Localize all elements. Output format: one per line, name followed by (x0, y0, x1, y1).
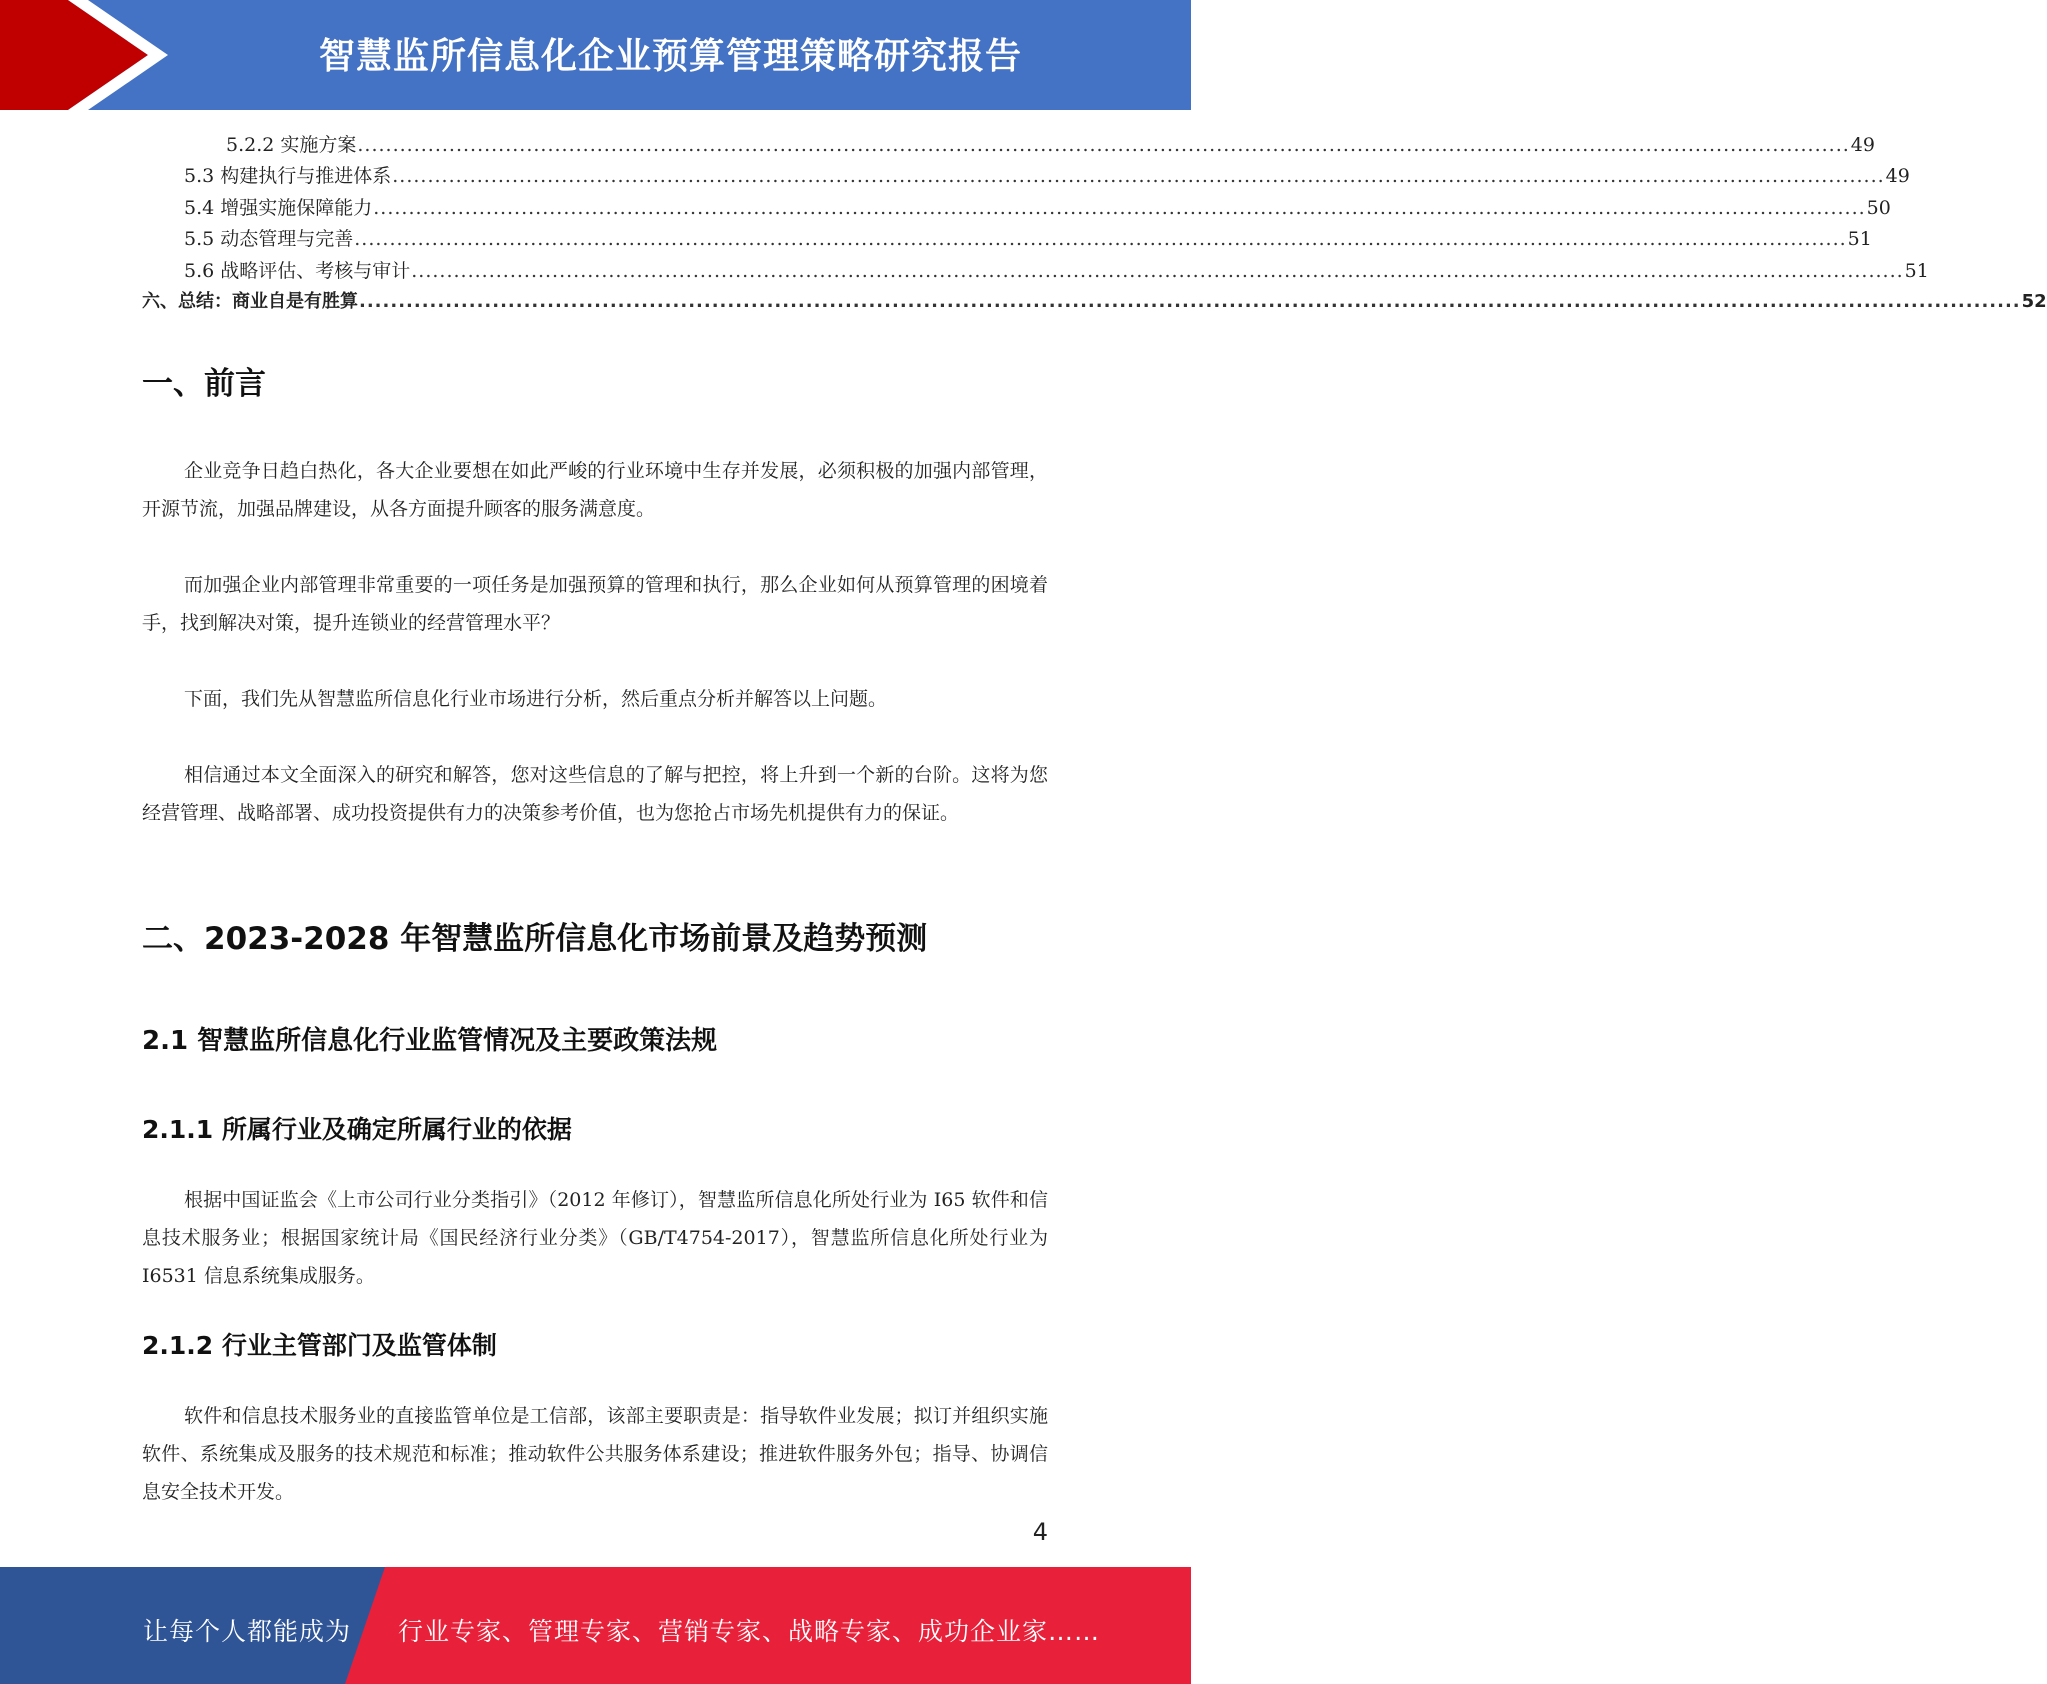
toc-entry-page: 52 (2021, 290, 2047, 312)
section-heading-market: 二、2023-2028 年智慧监所信息化市场前景及趋势预测 (142, 921, 928, 957)
toc-entry-label: 5.2.2 实施方案 (226, 134, 357, 156)
toc-leader-dots: .................................................................................................................................................................................................................... (373, 196, 1866, 219)
toc-entry-page: 50 (1866, 196, 1891, 219)
toc-leader-dots: .................................................................................................................................................................................................................... (359, 290, 2021, 312)
toc-entry-page: 49 (1850, 134, 1875, 156)
toc-entry[interactable] (142, 224, 1872, 255)
toc-leader-dots: .................................................................................................................................................................................................................... (357, 134, 1850, 156)
paragraph: 企业竞争日趋白热化，各大企业要想在如此严峻的行业环境中生存并发展，必须积极的加强内部管理，开源节流，加强品牌建设，从各方面提升顾客的服务满意度。 (142, 460, 1048, 520)
table-of-contents (142, 130, 2047, 318)
toc-entry-label: 六、总结：商业自是有胜算 (142, 290, 358, 312)
toc-leader-dots: .................................................................................................................................................................................................................... (354, 228, 1847, 251)
toc-entry-label: 5.3 构建执行与推进体系 (184, 165, 392, 188)
paragraph: 根据中国证监会《上市公司行业分类指引》（2012 年修订），智慧监所信息化所处行业为 I65 软件和信息技术服务业；根据国家统计局《国民经济行业分类》（GB/T4754-2017），智慧监所信息化所处行业为 I6531 信息系统集成服务。 (142, 1189, 1048, 1287)
header-banner (0, 0, 1191, 110)
subsubsection-heading: 2.1.1 所属行业及确定所属行业的依据 (142, 1115, 572, 1144)
footer-banner (0, 1567, 1191, 1684)
footer-slogan-left: 让每个人都能成为 (143, 1617, 352, 1646)
toc-entry[interactable] (142, 193, 1891, 224)
section-heading-preface: 一、前言 (142, 366, 266, 402)
toc-entry-label: 5.6 战略评估、考核与审计 (184, 259, 411, 282)
toc-entry-page: 51 (1904, 259, 1929, 282)
toc-entry-label: 5.4 增强实施保障能力 (184, 196, 373, 219)
toc-leader-dots: .................................................................................................................................................................................................................... (392, 165, 1885, 188)
toc-entry[interactable] (142, 161, 1910, 192)
toc-entry-page: 49 (1885, 165, 1910, 188)
paragraph: 下面，我们先从智慧监所信息化行业市场进行分析，然后重点分析并解答以上问题。 (184, 688, 888, 710)
subsection-heading: 2.1 智慧监所信息化行业监管情况及主要政策法规 (142, 1026, 718, 1056)
report-title: 智慧监所信息化企业预算管理策略研究报告 (318, 36, 1022, 77)
paragraph: 软件和信息技术服务业的直接监管单位是工信部，该部主要职责是：指导软件业发展；拟订并组织实施软件、系统集成及服务的技术规范和标准；推动软件公共服务体系建设；推进软件服务外包；指导、协调信息安全技术开发。 (142, 1405, 1048, 1503)
subsubsection-heading: 2.1.2 行业主管部门及监管体制 (142, 1331, 497, 1360)
toc-entry-page: 51 (1847, 228, 1872, 251)
toc-leader-dots: .................................................................................................................................................................................................................... (411, 259, 1904, 282)
toc-entry[interactable] (142, 287, 2047, 318)
footer-slogan-right: 行业专家、管理专家、营销专家、战略专家、成功企业家…… (398, 1617, 1101, 1646)
toc-entry[interactable] (142, 130, 1875, 161)
paragraph: 而加强企业内部管理非常重要的一项任务是加强预算的管理和执行，那么企业如何从预算管理的困境着手，找到解决对策，提升连锁业的经营管理水平？ (142, 574, 1048, 634)
toc-entry-label: 5.5 动态管理与完善 (184, 228, 354, 251)
paragraph: 相信通过本文全面深入的研究和解答，您对这些信息的了解与把控，将上升到一个新的台阶。这将为您经营管理、战略部署、成功投资提供有力的决策参考价值，也为您抢占市场先机提供有力的保证。 (142, 764, 1048, 824)
toc-entry[interactable] (142, 256, 1929, 287)
page-number: 4 (1032, 1518, 1048, 1546)
